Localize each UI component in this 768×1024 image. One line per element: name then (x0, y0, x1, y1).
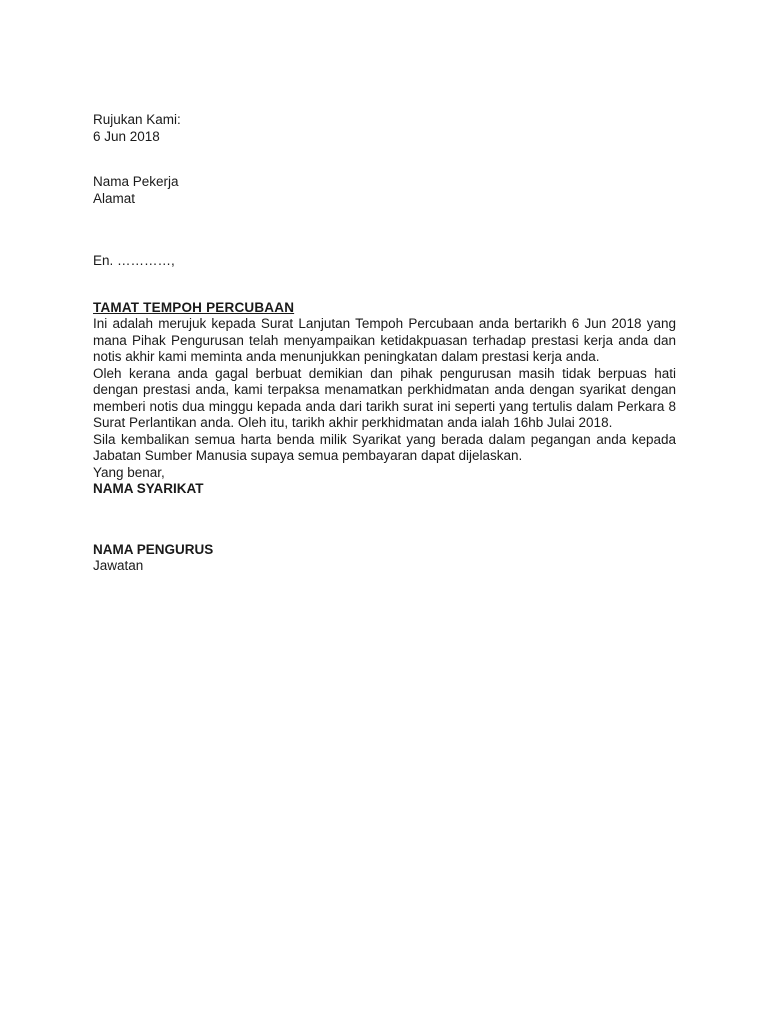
reference-label: Rujukan Kami: (93, 112, 181, 127)
paragraph-2: Oleh kerana anda gagal berbuat demikian dan pihak pengurusan masih tidak berpuas hati dengan prestasi anda, kami terpaksa menamatkan perkhidmatan anda dengan syarikat dengan memberi notis dua minggu kepada anda dari tarikh surat ini seperti yang tertulis dalam Perkara 8 Surat Perlantikan anda. Oleh itu, tarikh akhir perkhidmatan anda ialah 16hb Julai 2018. (93, 365, 676, 430)
reference-block (93, 112, 676, 145)
company-name: NAMA SYARIKAT (93, 481, 204, 496)
salutation: En. …………, (93, 253, 175, 268)
signature-block (93, 542, 676, 575)
manager-name: NAMA PENGURUS (93, 541, 214, 557)
paragraph-1: Ini adalah merujuk kepada Surat Lanjutan Tempoh Percubaan anda bertarikh 6 Jun 2018 yang mana Pihak Pengurusan telah menyampaikan ketidakpuasan terhadap prestasi kerja anda dan notis akhir kami meminta anda menunjukkan peningkatan dalam prestasi kerja anda. (93, 316, 676, 364)
subject-line: TAMAT TEMPOH PERCUBAAN (93, 299, 295, 315)
salutation-block (93, 253, 676, 270)
letter-date: 6 Jun 2018 (93, 128, 160, 144)
recipient-block (93, 174, 676, 207)
recipient-address: Alamat (93, 190, 136, 206)
signoff-block (93, 465, 676, 498)
recipient-name: Nama Pekerja (93, 174, 179, 189)
position-title: Jawatan (93, 558, 144, 573)
closing: Yang benar, (93, 464, 165, 480)
letter-body (93, 112, 676, 575)
paragraph-3: Sila kembalikan semua harta benda milik Syarikat yang berada dalam pegangan anda kepada Jabatan Sumber Manusia supaya semua pembayaran dapat dijelaskan. (93, 431, 676, 463)
